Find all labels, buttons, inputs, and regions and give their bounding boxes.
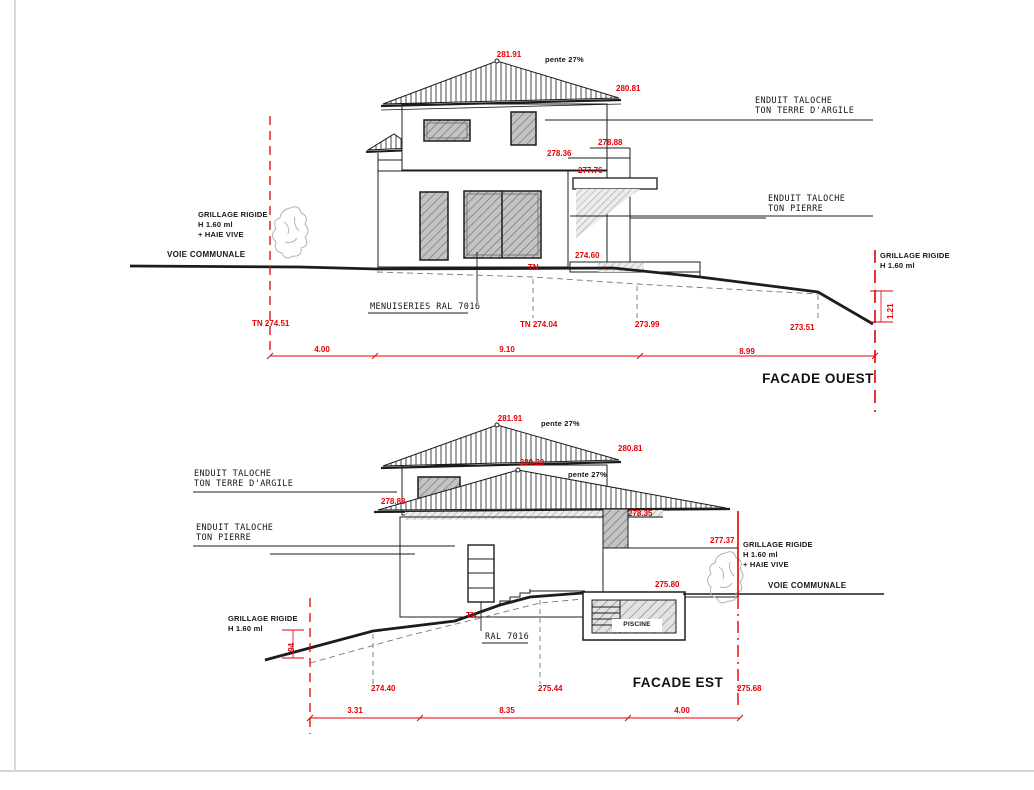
dim-middle: 8.35	[499, 706, 515, 715]
note-enduit-argile-2: TON TERRE D'ARGILE	[194, 479, 294, 489]
cote-tn-right: 275.68	[737, 684, 762, 693]
cote-upper-terrace: 278.36	[547, 149, 572, 158]
cote-eave-left: 278.88	[381, 497, 406, 506]
note-grillage-left-2: H 1.60 ml	[198, 220, 233, 229]
cote-lower-terrace: 277.76	[578, 166, 603, 175]
facade-ouest-title: FACADE OUEST	[762, 371, 874, 386]
note-enduit-pierre-1: ENDUIT TALOCHE	[768, 194, 846, 204]
main-roof	[383, 425, 619, 466]
note-grillage-right-1: GRILLAGE RIGIDE	[743, 540, 813, 549]
note-grillage-right-2: H 1.60 ml	[743, 550, 778, 559]
note-enduit-argile-1: ENDUIT TALOCHE	[755, 96, 833, 106]
dim-left: 4.00	[314, 345, 330, 354]
cote-parapet: 278.88	[598, 138, 623, 147]
note-grillage-right-1: GRILLAGE RIGIDE	[880, 251, 950, 260]
note-enduit-argile-1: ENDUIT TALOCHE	[194, 469, 272, 479]
cote-terrace-ground: 274.60	[575, 251, 600, 260]
slope-note: pente 27%	[545, 55, 584, 64]
hedge-sketch	[273, 207, 309, 258]
note-enduit-pierre-1: ENDUIT TALOCHE	[196, 523, 274, 533]
cote-eave-right: 280.81	[618, 444, 643, 453]
note-menuiseries: MENUISERIES RAL 7016	[370, 302, 481, 312]
right-wing-wall	[603, 548, 738, 597]
pool-label: PISCINE	[623, 621, 651, 628]
note-enduit-pierre-2: TON PIERRE	[196, 533, 252, 543]
slope-note-low: pente 27%	[568, 470, 607, 479]
cote-ridge: 281.91	[497, 414, 523, 423]
cote-tn-far-right: 273.51	[790, 323, 815, 332]
note-grillage-left-2: H 1.60 ml	[228, 624, 263, 633]
note-voie-communale: VOIE COMMUNALE	[167, 250, 246, 259]
note-grillage-right-3: + HAIE VIVE	[743, 560, 789, 569]
terrace-slab	[573, 178, 657, 189]
cote-wall-right: 277.37	[710, 536, 735, 545]
note-voie-communale: VOIE COMMUNALE	[768, 581, 847, 590]
cote-tn-left: 274.40	[371, 684, 396, 693]
dim-height-left: .94	[287, 642, 296, 654]
dim-middle: 9.10	[499, 345, 515, 354]
note-grillage-right-2: H 1.60 ml	[880, 261, 915, 270]
note-enduit-pierre-2: TON PIERRE	[768, 204, 824, 214]
note-grillage-left-1: GRILLAGE RIGIDE	[198, 210, 268, 219]
cote-tn-mid: 275.44	[538, 684, 563, 693]
dim-right: 8.99	[739, 347, 755, 356]
note-ral: RAL 7016	[485, 632, 530, 642]
cote-pool-deck: 275.80	[655, 580, 680, 589]
tn-marker: TN	[466, 611, 477, 620]
cote-tn-left: TN 274.51	[252, 319, 290, 328]
cote-ridge-low: 280.23	[519, 458, 545, 467]
cote-tn-mid: TN 274.04	[520, 320, 558, 329]
tn-marker: TN	[528, 263, 539, 272]
cote-ridge: 281.91	[496, 50, 522, 59]
cote-step-right: 278.35	[628, 509, 653, 518]
entry-door	[420, 192, 448, 260]
facade-est-title: FACADE EST	[632, 675, 724, 690]
slope-note-main: pente 27%	[541, 419, 580, 428]
cote-tn-right: 273.99	[635, 320, 660, 329]
ground-line	[130, 266, 873, 324]
upper-door-window	[511, 112, 536, 145]
note-grillage-left-3: + HAIE VIVE	[198, 230, 244, 239]
main-roof	[383, 61, 619, 104]
cote-eave-right: 280.81	[616, 84, 641, 93]
dim-right: 4.00	[674, 706, 690, 715]
dim-left: 3.31	[347, 706, 363, 715]
section-column	[603, 509, 628, 548]
dim-height-right: 1.21	[886, 303, 895, 319]
note-enduit-argile-2: TON TERRE D'ARGILE	[755, 106, 855, 116]
note-grillage-left-1: GRILLAGE RIGIDE	[228, 614, 298, 623]
lower-wall	[400, 517, 603, 617]
